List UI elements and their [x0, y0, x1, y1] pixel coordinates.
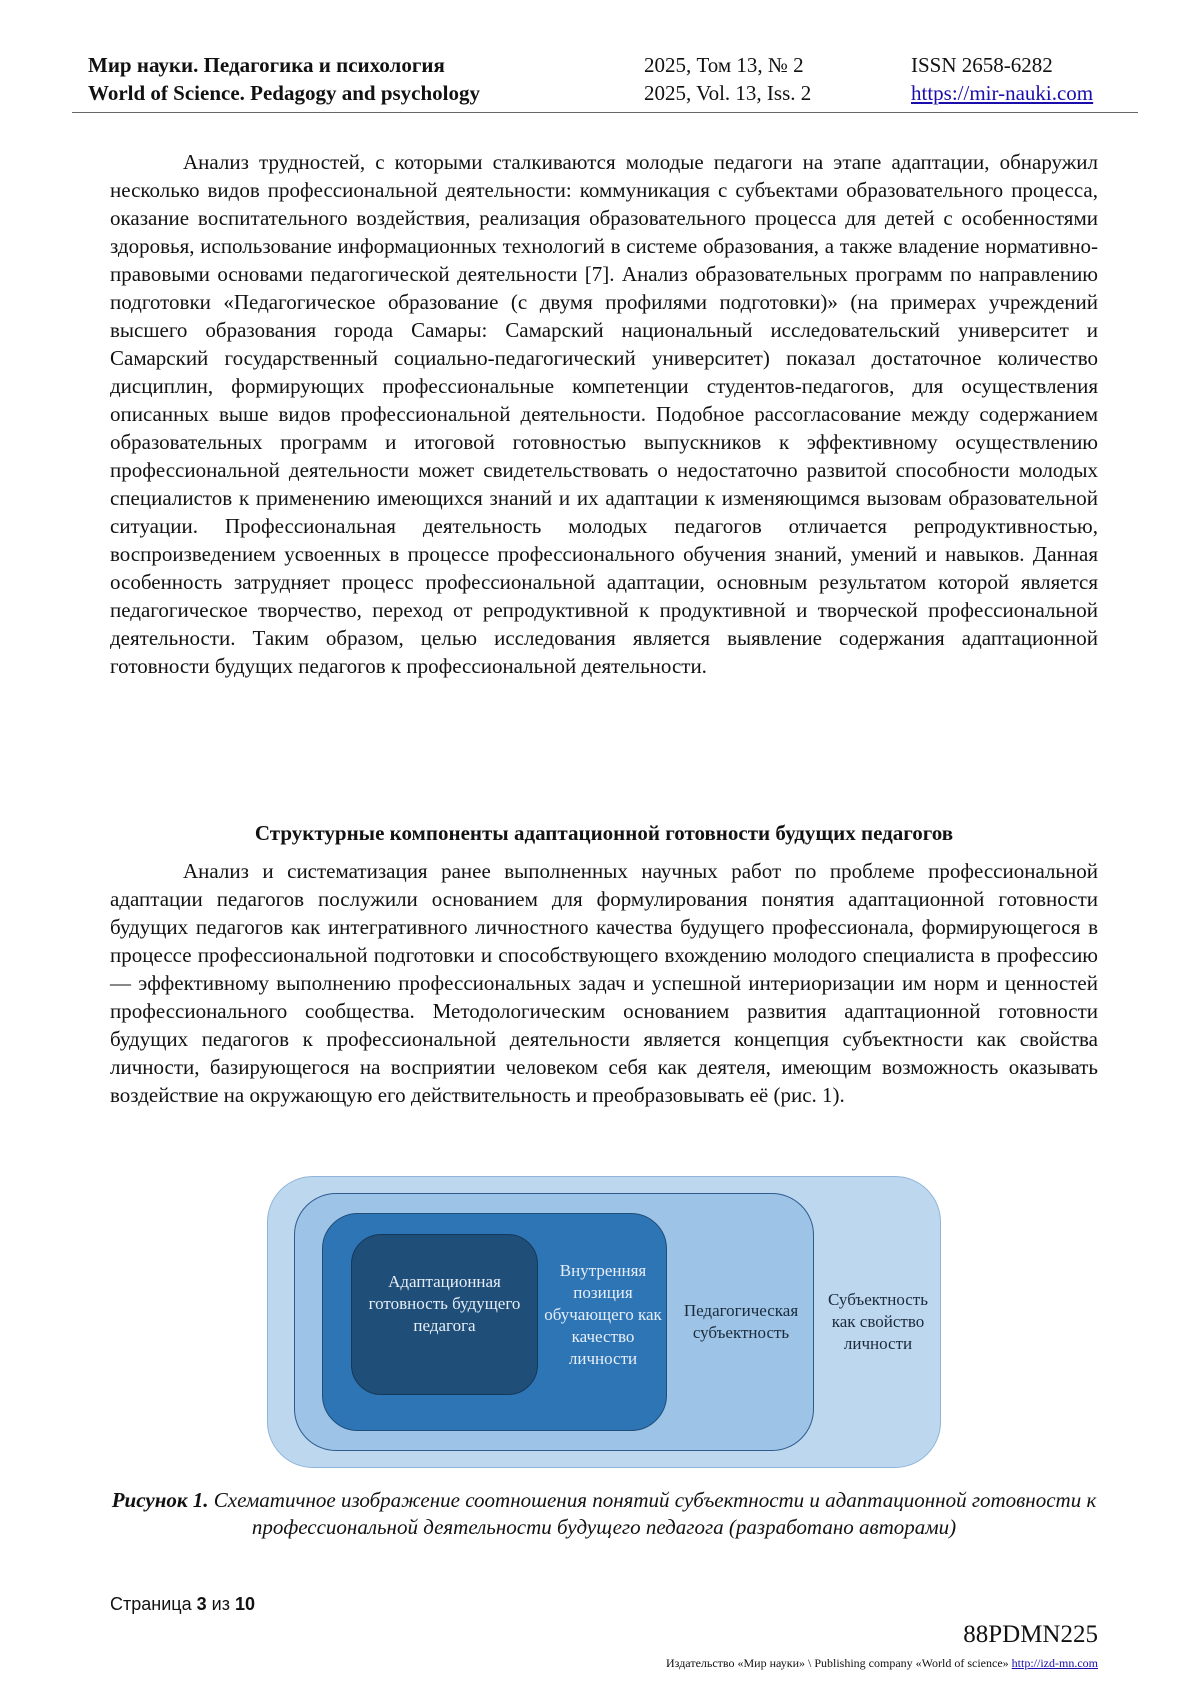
journal-title-ru: Мир науки. Педагогика и психология: [88, 53, 445, 77]
paragraph-1: Анализ трудностей, с которыми сталкиваются молодые педагоги на этапе адаптации, обнаружил несколько видов профессиональной деятельности: коммуникация с субъектами образовательного процесса, оказание воспитательного воздействия, реализация образовательного процесса для детей с особенностями здоровья, использование информационных технологий в системе образования, а также владение нормативно-правовыми основами педагогической деятельности [7]. Анализ образовательных программ по направлению подготовки «Педагогическое образование (с двумя профилями подготовки)» (на примерах учреждений высшего образования города Самары: Самарский национальный исследовательский университет и Самарский государственный социально-педагогический университет) показал достаточное количество дисциплин, формирующих профессиональные компетенции студентов-педагогов, для осуществления описанных выше видов профессиональной деятельности. Подобное рассогласование между содержанием образовательных программ и итоговой готовностью выпускников к эффективному осуществлению профессиональной деятельности может свидетельствовать о недостаточно развитой способности молодых специалистов к применению имеющихся знаний и их адаптации к изменяющимся вызовам образовательной ситуации. Профессиональная деятельность молодых педагогов отличается репродуктивностью, воспроизведением усвоенных в процессе профессионального обучения знаний, умений и навыков. Данная особенность затрудняет процесс профессиональной адаптации, основным результатом которой является педагогическое творчество, переход от репродуктивной к продуктивной и творческой профессиональной деятельности. Таким образом, целью исследования является выявление содержания адаптационной готовности будущих педагогов к профессиональной деятельности.: [110, 150, 1098, 678]
caption-label: Рисунок 1.: [111, 1488, 209, 1512]
article-code: 88PDMN225: [963, 1621, 1098, 1648]
issn: ISSN 2658-6282: [911, 53, 1053, 77]
label-adaptation-readiness: Адаптационная готовность будущего педагога: [368, 1272, 521, 1335]
caption-text: Схематичное изображение соотношения понятий субъектности и адаптационной готовности к профессиональной деятельности будущего педагога (разработано авторами): [213, 1488, 1097, 1539]
label-inner-position: Внутренняя позиция обучающего как качество личности: [544, 1261, 662, 1368]
figure-caption: [110, 1487, 1098, 1541]
label-subjectness-personality: Субъектность как свойство личности: [828, 1290, 928, 1353]
page-number: Страница 3 из 10: [110, 1594, 255, 1614]
journal-url-link[interactable]: https://mir-nauki.com: [911, 81, 1094, 105]
header-divider: [72, 112, 1138, 113]
volume-ru: 2025, Том 13, № 2: [644, 53, 804, 77]
figure-nested-concepts: [267, 1176, 941, 1468]
label-pedagogical-subjectness: Педагогическая субъектность: [683, 1301, 799, 1342]
paragraph-2: Анализ и систематизация ранее выполненных научных работ по проблеме профессиональной адаптации педагогов послужили основанием для формулирования понятия адаптационной готовности будущих педагогов как интегративного личностного качества будущего профессионала, формирующегося в процессе профессиональной подготовки и способствующего вхождению молодого специалиста в профессию — эффективному выполнению профессиональных задач и успешной интериоризации им норм и ценностей профессионального сообщества. Методологическим основанием развития адаптационной готовности будущих педагогов к профессиональной деятельности является концепция субъектности как свойства личности, базирующегося на восприятии человеком себя как деятеля, имеющим возможность оказывать воздействие на окружающую его действительность и преобразовывать её (рис. 1).: [110, 859, 1098, 1107]
publisher-line: Издательство «Мир науки» \ Publishing company «World of science» http://izd-mn.com: [666, 1656, 1098, 1670]
section-heading: Структурные компоненты адаптационной готовности будущих педагогов: [254, 821, 954, 845]
journal-title-en: World of Science. Pedagogy and psychology: [88, 81, 481, 105]
volume-en: 2025, Vol. 13, Iss. 2: [644, 81, 812, 105]
publisher-link[interactable]: http://izd-mn.com: [1011, 1656, 1098, 1670]
